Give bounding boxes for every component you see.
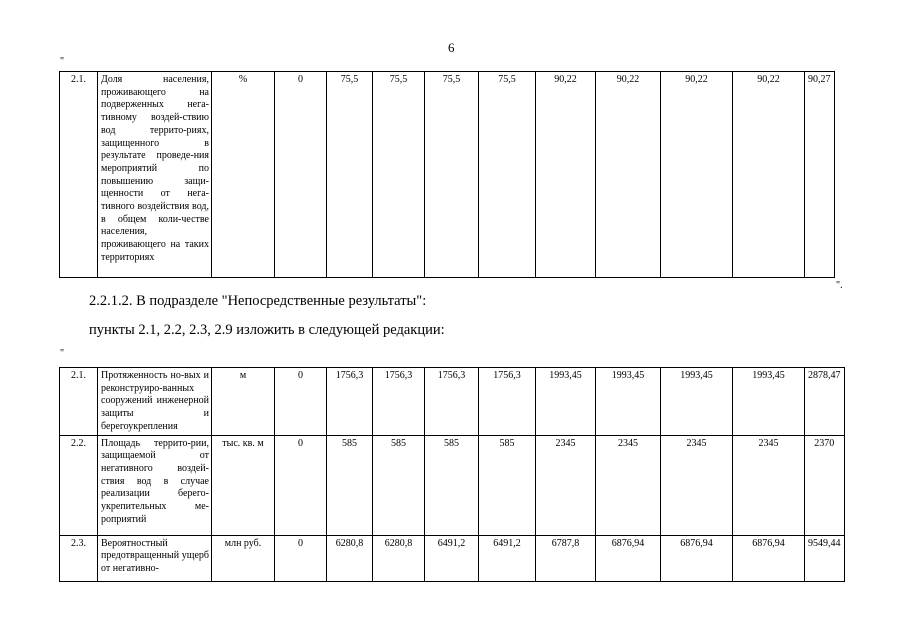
value-cell: 75,5 — [425, 72, 479, 278]
value-cell: 9549,44 — [805, 535, 845, 581]
opening-quote-mark: " — [60, 56, 65, 67]
unit-cell: тыс. кв. м — [212, 435, 275, 535]
indicator-description: Доля населения, проживающего на подверженных нега-тивному воздей-ствию вод террито-риях, защищенного в результате проведе-ния мероприятий по повышению защи-щенности от нега-тивного воздействия вод, в общем коли-честве населения, проживающего на таких территориях — [98, 72, 212, 278]
value-cell: 90,22 — [596, 72, 661, 278]
value-cell: 2370 — [805, 435, 845, 535]
value-cell: 585 — [327, 435, 373, 535]
table-row — [60, 72, 835, 278]
value-cell: 90,22 — [536, 72, 596, 278]
row-number: 2.3. — [60, 535, 98, 581]
value-cell: 6280,8 — [373, 535, 425, 581]
value-cell: 75,5 — [373, 72, 425, 278]
value-cell: 1993,45 — [596, 368, 661, 436]
value-cell: 75,5 — [479, 72, 536, 278]
value-cell: 0 — [275, 435, 327, 535]
value-cell: 90,27 — [805, 72, 835, 278]
value-cell: 585 — [425, 435, 479, 535]
value-cell: 75,5 — [327, 72, 373, 278]
value-cell: 6787,8 — [536, 535, 596, 581]
row-number: 2.1. — [60, 72, 98, 278]
table-row — [60, 368, 845, 436]
value-cell: 6280,8 — [327, 535, 373, 581]
indicator-description: Площадь террито-рии, защищаемой от негативного воздей-ствия вод в случае реализации берего-укрепительных ме-роприятий — [98, 435, 212, 535]
value-cell: 1756,3 — [373, 368, 425, 436]
value-cell: 6876,94 — [733, 535, 805, 581]
value-cell: 2345 — [733, 435, 805, 535]
value-cell: 585 — [479, 435, 536, 535]
opening-quote-mark: " — [60, 348, 65, 359]
closing-quote-mark: ". — [836, 280, 843, 291]
paragraph-subsection: 2.2.1.2. В подразделе "Непосредственные результаты": — [89, 293, 427, 309]
indicator-table-2 — [59, 367, 845, 582]
row-number: 2.2. — [60, 435, 98, 535]
value-cell: 6876,94 — [596, 535, 661, 581]
unit-cell: м — [212, 368, 275, 436]
value-cell: 585 — [373, 435, 425, 535]
value-cell: 1993,45 — [661, 368, 733, 436]
indicator-description: Вероятностный предотвращенный ущерб от негативно- — [98, 535, 212, 581]
value-cell: 2345 — [596, 435, 661, 535]
unit-cell: млн руб. — [212, 535, 275, 581]
value-cell: 2345 — [661, 435, 733, 535]
value-cell: 1993,45 — [733, 368, 805, 436]
value-cell: 0 — [275, 535, 327, 581]
value-cell: 90,22 — [733, 72, 805, 278]
value-cell: 6491,2 — [425, 535, 479, 581]
row-number: 2.1. — [60, 368, 98, 436]
value-cell: 6876,94 — [661, 535, 733, 581]
table-row — [60, 535, 845, 581]
value-cell: 0 — [275, 72, 327, 278]
unit-cell: % — [212, 72, 275, 278]
value-cell: 2345 — [536, 435, 596, 535]
value-cell: 2878,47 — [805, 368, 845, 436]
paragraph-instruction: пункты 2.1, 2.2, 2.3, 2.9 изложить в следующей редакции: — [89, 322, 445, 338]
value-cell: 90,22 — [661, 72, 733, 278]
table-row — [60, 435, 845, 535]
value-cell: 1756,3 — [425, 368, 479, 436]
page-number: 6 — [448, 40, 455, 55]
value-cell: 1993,45 — [536, 368, 596, 436]
value-cell: 0 — [275, 368, 327, 436]
value-cell: 6491,2 — [479, 535, 536, 581]
indicator-description: Протяженность но-вых и реконструиро-ванных сооружений инженерной защиты и берегоукрепления — [98, 368, 212, 436]
value-cell: 1756,3 — [479, 368, 536, 436]
value-cell: 1756,3 — [327, 368, 373, 436]
indicator-table-1 — [59, 71, 835, 278]
